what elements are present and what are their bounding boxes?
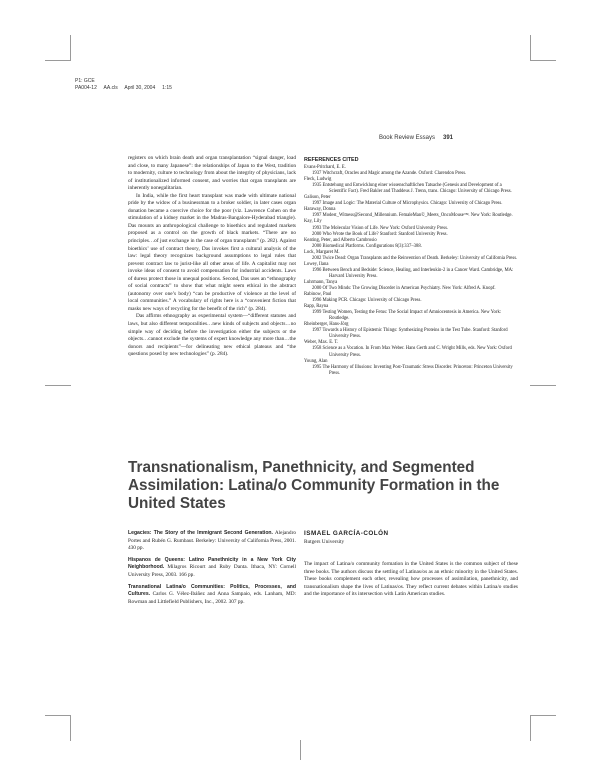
printer-code: P1: GCE — [75, 78, 95, 84]
reference-entry: 2000 Of Two Minds: The Growing Disorder in American Psychiatry. New York: Alfred A. Knopf. — [312, 285, 496, 291]
crop-mark — [530, 60, 556, 61]
left-column — [128, 155, 296, 359]
reference-author: Fleck, Ludwig — [304, 177, 332, 183]
crop-mark — [530, 385, 556, 386]
reference-author: Evans-Pritchard, E. E. — [304, 165, 346, 171]
author-affiliation: Rutgers University — [304, 539, 345, 545]
reference-entry: 2002 Twice Dead: Organ Transplants and the Reinvention of Death. Berkeley: University of California Press. — [312, 255, 518, 261]
paragraph: Das affirms ethnography as experimental system—“different statutes and laws, but also different temporalities…new kinds of subjects and objects…no simple way of deciding before the investigation either the subjects or the objects…cannot exclude the systems of expert knowledge any more than…the donors and recipients”—for delineating new ethical plateaus and “the questions posed by new technologies” (p. 284). — [128, 313, 296, 358]
reference-author: Luhrmann, Tanya — [304, 279, 338, 285]
book-details: Milagros Ricourt and Ruby Danta. Ithaca, NY: Cornell University Press, 2003. 166 pp. — [128, 564, 296, 578]
reference-author: Rabinow, Paul — [304, 292, 332, 298]
reference-entry: 1937 Witchcraft, Oracles and Magic among the Azande. Oxford: Clarendon Press. — [312, 171, 467, 177]
crop-mark — [300, 740, 301, 760]
reference-entry: 1958 Science as a Vocation. In From Max Weber. Hans Gerth and C. Wright Mills, eds. New York: Oxford University Press. — [312, 346, 512, 358]
crop-mark — [70, 715, 71, 741]
book-title: Legacies: The Story of the Immigrant Second Generation. — [128, 530, 273, 536]
reference-entry: 2000 Biomedical Platforms. Configurations 8(3):337–388. — [312, 243, 422, 249]
reference-entry: 1996 Making PCR. Chicago: University of Chicago Press. — [312, 298, 422, 304]
crop-mark — [530, 715, 556, 716]
essay-intro — [304, 561, 518, 599]
reference-author: Weber, Max. E. T. — [304, 340, 339, 346]
books-reviewed — [128, 530, 296, 610]
paragraph: registers on which brain death and organ transplantation “signal danger, load and close, to many Japanese”: the relationships of Japan to the West, tradition to modernity, culture to technology from about the integrity of physicians, lack of institutionalized informed consent, and worries that organ transplants are inherently nonegalitarian. — [128, 155, 296, 192]
reference-author: Galison, Peter — [304, 195, 331, 201]
reference-entry: 1997 Image and Logic: The Material Culture of Microphysics. Chicago: University of Chicago Press. — [312, 201, 503, 207]
book-details: Carlos G. Vélez-Ibáñez and Anna Sampaio, eds. Lanham, MD: Rowman and Littlefield Publishers, Inc., 2002. 307 pp. — [128, 591, 296, 605]
page-number: 391 — [442, 135, 453, 141]
reference-author: Haraway, Donna — [304, 207, 336, 213]
crop-mark — [45, 60, 71, 61]
crop-mark — [530, 715, 531, 741]
reference-author: Young, Alan — [304, 358, 328, 364]
running-head — [379, 135, 453, 141]
references-entries — [304, 165, 518, 377]
book-details: Alejandro Portes and Rubén G. Rumbaut. Berkeley: University of California Press, 2001. 430 pp. — [128, 530, 296, 552]
reference-entry: 1935 Entstehung und Entwicklung einer wissenschaftlichen Tatsache (Genesis and Development of a Scientific Fact). Fred Bakler and Thaddeus J. Trenn, trans. Chicago: University of Chicago Press. — [312, 183, 512, 195]
book-citation — [128, 530, 296, 553]
essay-author: ISMAEL GARCÍA-COLÓN — [304, 530, 389, 537]
reference-author: Rapp, Rayna — [304, 304, 329, 310]
reference-entry: 1997 Modest_Witness@Second_Millennium. FemaleMan©_Meets_OncoMouse™. New York: Routledge. — [312, 213, 513, 219]
references-list — [304, 157, 518, 377]
file-meta: PA004-12 AA.cls April 30, 2004 1:15 — [75, 85, 172, 91]
reference-entry: 1993 The Molecular Vision of Life. New York: Oxford University Press. — [312, 225, 449, 231]
reference-entry: 1997 Towards a History of Epistemic Things: Synthesizing Proteins in the Test Tube. Stanford: Stanford University Press. — [312, 328, 508, 340]
reference-author: Lock, Margaret M. — [304, 249, 340, 255]
reference-entry: 2000 Who Wrote the Book of Life? Stanford: Stanford University Press. — [312, 231, 448, 237]
crop-mark — [45, 715, 71, 716]
reference-author: Keating, Peter, and Alberto Cambrosio — [304, 237, 377, 243]
book-title: Transnational Latina/o Communities: Politics, Processes, and Cultures. — [128, 583, 296, 598]
book-citation — [128, 557, 296, 580]
reference-entry: 1999 Testing Women, Testing the Fetus: The Social Impact of Amniocentesis in America. New York: Routledge. — [312, 310, 502, 322]
reference-author: Kay, Lily — [304, 219, 322, 225]
essay-title: Transnationalism, Panethnicity, and Segmented Assimilation: Latina/o Community Formation in the United States — [128, 459, 500, 512]
crop-mark — [530, 35, 531, 61]
book-title: Hispanos de Queens: Latino Panethnicity in a New York City Neighborhood. — [128, 556, 296, 571]
paragraph: The impact of Latina/o community formation in the United States is the common subject of these three books. The authors discuss the settling of Latinas/os as an ethnic minority in the United States. These books complement each other, revealing how processes of assimilation, panethnicity, and transnationalism shape the lives of Latinas/os. They reflect current debates within Latina/o studies and the importance of its intersection with Latin American studies. — [304, 561, 518, 598]
book-citation — [128, 584, 296, 607]
paragraph: In India, while the first heart transplant was made with ultimate national pride by the widow of a businessman to a broker soldier, in later cases organ donation became a coercive choice for the poor (viz. Lawrence Cohen on the stimulation of a kidney market in the Madras-Bangalore-Hyderabad triangle). Das mounts an anthropological challenge to bioethics and regulated markets proposed as a control on the growth of black markets. “There are no principles…of just exchange in the case of organ transplants” (p. 282). Against bioethics’ use of contract theory, Das invokes first a cultural analysis of the law: legal theory recognizes background assumptions to legal rules that prevent contract law to jurist-like all other areas of life. A capitalist may not invoke ideas of consent to avoid compensation for industrial accidents. Laws of duress protect those in unequal positions. Second, Das uses an “ethnography of social contracts” to show that what might seem ethical in the abstract (autonomy over one’s body) “can be productive of violence at the level of local communities.” A vocabulary of rights here is a “convenient fiction that masks new ways of recycling for the benefit of the rich” (p. 284). — [128, 192, 296, 312]
reference-author: Lowey, Ilana — [304, 261, 329, 267]
reference-author: Rheinberger, Hans-Jörg — [304, 322, 349, 328]
running-head-label: Book Review Essays — [378, 135, 435, 141]
crop-mark — [45, 385, 71, 386]
references-heading: REFERENCES CITED — [304, 157, 359, 163]
reference-entry: 1996 Between Bench and Bedside: Science, Healing, and Interleukin-2 in a Cancer Ward. Cambridge, MA: Harvard University Press. — [312, 267, 514, 279]
crop-mark — [70, 35, 71, 61]
reference-entry: 1995 The Harmony of Illusions: Inventing Post-Traumatic Stress Disorder. Princeton: Princeton University Press. — [312, 364, 513, 376]
